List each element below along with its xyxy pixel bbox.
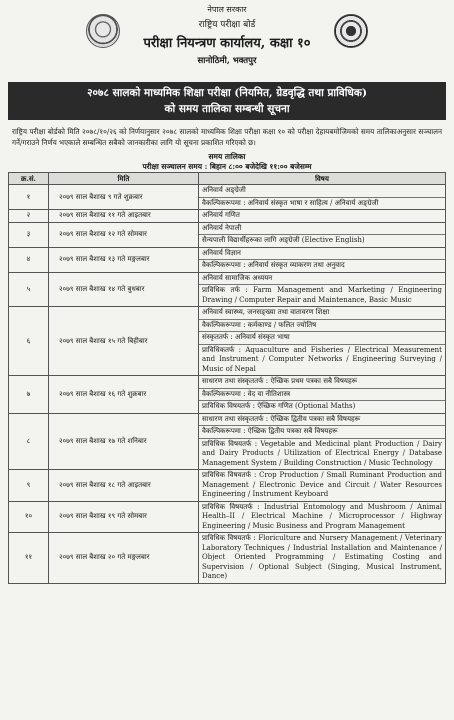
- notice-intro: राष्ट्रिय परीक्षा बोर्डको मिति २०७८/१०/२६ को निर्णयानुसार २०७८ सालको माध्यमिक शिक्षा परीक्षा कक्षा १० को परीक्षा देहायबमोजिमको समय तालिकाअनुसार सञ्चालन गर्ने/गराउने निर्णय भएकाले सम्बन्धित सबैको जानकारीका लागि यो सूचना प्रकाशित गरिएको छ।: [12, 127, 442, 147]
- row-subjects: [199, 247, 446, 272]
- row-exam-date: २०७९ साल बैशाख १३ गते मङ्गलबार: [49, 247, 199, 272]
- row-subjects: [199, 307, 446, 376]
- table-row: [9, 376, 446, 414]
- subject-entry: अनिवार्य अङ्ग्रेजी: [199, 185, 445, 198]
- subject-entry: अनिवार्य विज्ञान: [199, 248, 445, 261]
- row-exam-date: २०७९ साल बैशाख २० गते मङ्गलबार: [49, 533, 199, 584]
- row-serial-number: १: [9, 185, 49, 210]
- letterhead: [8, 0, 446, 82]
- table-row: [9, 185, 446, 210]
- row-subjects: [199, 470, 446, 502]
- row-serial-number: २: [9, 210, 49, 223]
- row-exam-date: २०७९ साल बैशाख १५ गते बिहीबार: [49, 307, 199, 376]
- table-row: [9, 307, 446, 376]
- row-serial-number: ११: [9, 533, 49, 584]
- row-subjects: [199, 413, 446, 470]
- notice-title-line1: २०७८ सालको माध्यमिक शिक्षा परीक्षा (नियमित, ग्रेडवृद्धि तथा प्राविधिक): [87, 87, 367, 99]
- row-exam-date: २०७९ साल बैशाख १४ गते बुधबार: [49, 272, 199, 307]
- schedule-table: [8, 172, 446, 584]
- subject-entry: प्राविधिक विषयतर्फ : Industrial Entomology and Mushroom / Animal Health–II / Electrical Machine / Microprocessor / Highway Engineering / Music Business and Program Management: [202, 502, 442, 530]
- subject-entry: वैकल्पिकरूपमा : ऐच्छिक द्वितीय पत्रका सबै विषयहरू: [199, 426, 445, 439]
- exam-time: परीक्षा सञ्चालन समय : बिहान ८:०० बजेदेखि ११:०० बजेसम्म: [142, 162, 312, 171]
- row-exam-date: २०७९ साल बैशाख १८ गते आइतबार: [49, 470, 199, 502]
- subject-entry: वैकल्पिकरूपमा : कर्मकाण्ड / फलित ज्योतिष: [199, 320, 445, 333]
- table-row: [9, 222, 446, 247]
- row-subjects: [199, 501, 446, 533]
- subject-entry: अनिवार्य नेपाली: [199, 223, 445, 236]
- table-row: [9, 501, 446, 533]
- subject-entry: संस्कृततर्फ : अनिवार्य संस्कृत भाषा: [199, 332, 445, 345]
- board-name: राष्ट्रिय परीक्षा बोर्ड: [198, 20, 256, 30]
- subject-entry: प्राविधिक विषयतर्फ : ऐच्छिक गणित (Optional Maths): [202, 402, 356, 410]
- row-subjects: [199, 376, 446, 414]
- subject-entry: प्राविधिकतर्फ : Aquaculture and Fisheries / Electrical Measurement and Instrument / Computer Networks / Engineering Surveying / Music of Nepal: [202, 345, 442, 373]
- subject-entry: वैकल्पिकरूपमा : अनिवार्य संस्कृत व्याकरण तथा अनुवाद: [202, 261, 345, 269]
- row-serial-number: ४: [9, 247, 49, 272]
- subject-entry: साधारण तथा संस्कृततर्फ : ऐच्छिक प्रथम पत्रका सबै विषयहरू: [199, 376, 445, 389]
- row-exam-date: २०७९ साल बैशाख ९ गते शुक्रबार: [49, 185, 199, 210]
- office-name: परीक्षा नियन्त्रण कार्यालय, कक्षा १०: [143, 36, 311, 51]
- column-header-date: मिति: [49, 173, 199, 185]
- row-serial-number: ९: [9, 470, 49, 502]
- nepal-emblem-icon: [86, 14, 120, 48]
- row-subjects: [199, 222, 446, 247]
- subject-entry: अनिवार्य सामाजिक अध्ययन: [199, 273, 445, 286]
- subject-entry: सैन्यपाली विद्यार्थीहरूका लागि अङ्ग्रेजी (Elective English): [202, 236, 365, 244]
- subject-entry: प्राविधिक विषयतर्फ : Floriculture and Nursery Management / Veterinary Laboratory Techniques / Industrial Installation and Maintenance / Object Oriented Programming / Estimating Costing and Supervision / Optional Subject (Singing, Musical Instrument, Dance): [202, 534, 442, 580]
- row-exam-date: २०७९ साल बैशाख १६ गते शुक्रबार: [49, 376, 199, 414]
- office-location: सानोठिमी, भक्तपुर: [197, 56, 257, 66]
- subject-entry: अनिवार्य स्वास्थ्य, जनसङ्ख्या तथा वातावरण शिक्षा: [199, 307, 445, 320]
- table-row: [9, 247, 446, 272]
- row-exam-date: २०७९ साल बैशाख १२ गते सोमबार: [49, 222, 199, 247]
- subject-entry: अनिवार्य गणित: [202, 211, 240, 219]
- table-row: [9, 210, 446, 223]
- row-subjects: [199, 185, 446, 210]
- subject-entry: वैकल्पिकरूपमा : अनिवार्य संस्कृत भाषा र साहित्य / अनिवार्य अङ्ग्रेजी: [202, 198, 379, 207]
- schedule-heading: समय तालिका: [208, 152, 246, 161]
- row-subjects: [199, 210, 446, 223]
- exam-board-logo-icon: [334, 14, 368, 48]
- row-serial-number: ७: [9, 376, 49, 414]
- table-row: [9, 272, 446, 307]
- row-subjects: [199, 272, 446, 307]
- row-exam-date: २०७९ साल बैशाख ११ गते आइतबार: [49, 210, 199, 223]
- row-serial-number: ३: [9, 222, 49, 247]
- column-header-sn: क्र.सं.: [9, 173, 49, 185]
- table-row: [9, 413, 446, 470]
- notice-title-line2: को समय तालिका सम्बन्धी सूचना: [164, 103, 290, 115]
- government-name: नेपाल सरकार: [207, 5, 247, 14]
- subject-entry: वैकल्पिकरूपमा : वेद वा नीतिशास्त्र: [199, 389, 445, 402]
- table-row: [9, 533, 446, 584]
- subject-entry: साधारण तथा संस्कृततर्फ : ऐच्छिक द्वितीय पत्रका सबै विषयहरू: [199, 414, 445, 427]
- subject-entry: प्राविधिक तर्फ : Farm Management and Marketing / Engineering Drawing / Computer Repair and Maintenance, Basic Music: [202, 286, 442, 304]
- table-row: [9, 470, 446, 502]
- column-header-subject: विषय: [199, 173, 446, 185]
- row-exam-date: २०७९ साल बैशाख १९ गते सोमबार: [49, 501, 199, 533]
- row-serial-number: ५: [9, 272, 49, 307]
- schedule-body: [9, 185, 446, 584]
- row-serial-number: ८: [9, 413, 49, 470]
- row-serial-number: ६: [9, 307, 49, 376]
- row-subjects: [199, 533, 446, 584]
- row-serial-number: १०: [9, 501, 49, 533]
- notice-title: [8, 82, 446, 120]
- row-exam-date: २०७९ साल बैशाख १७ गते शनिबार: [49, 413, 199, 470]
- table-header-row: [9, 173, 446, 185]
- subject-entry: प्राविधिक विषयतर्फ : Crop Production / Small Ruminant Production and Management / Electronic Device and Circuit / Water Resources Engineering / Instrument Keyboard: [202, 471, 442, 498]
- subject-entry: प्राविधिक विषयतर्फ : Vegetable and Medicinal plant Production / Dairy and Dairy Products / Utilization of Electrical Energy / Database Management System / Building Construction / Music Technology: [202, 439, 442, 467]
